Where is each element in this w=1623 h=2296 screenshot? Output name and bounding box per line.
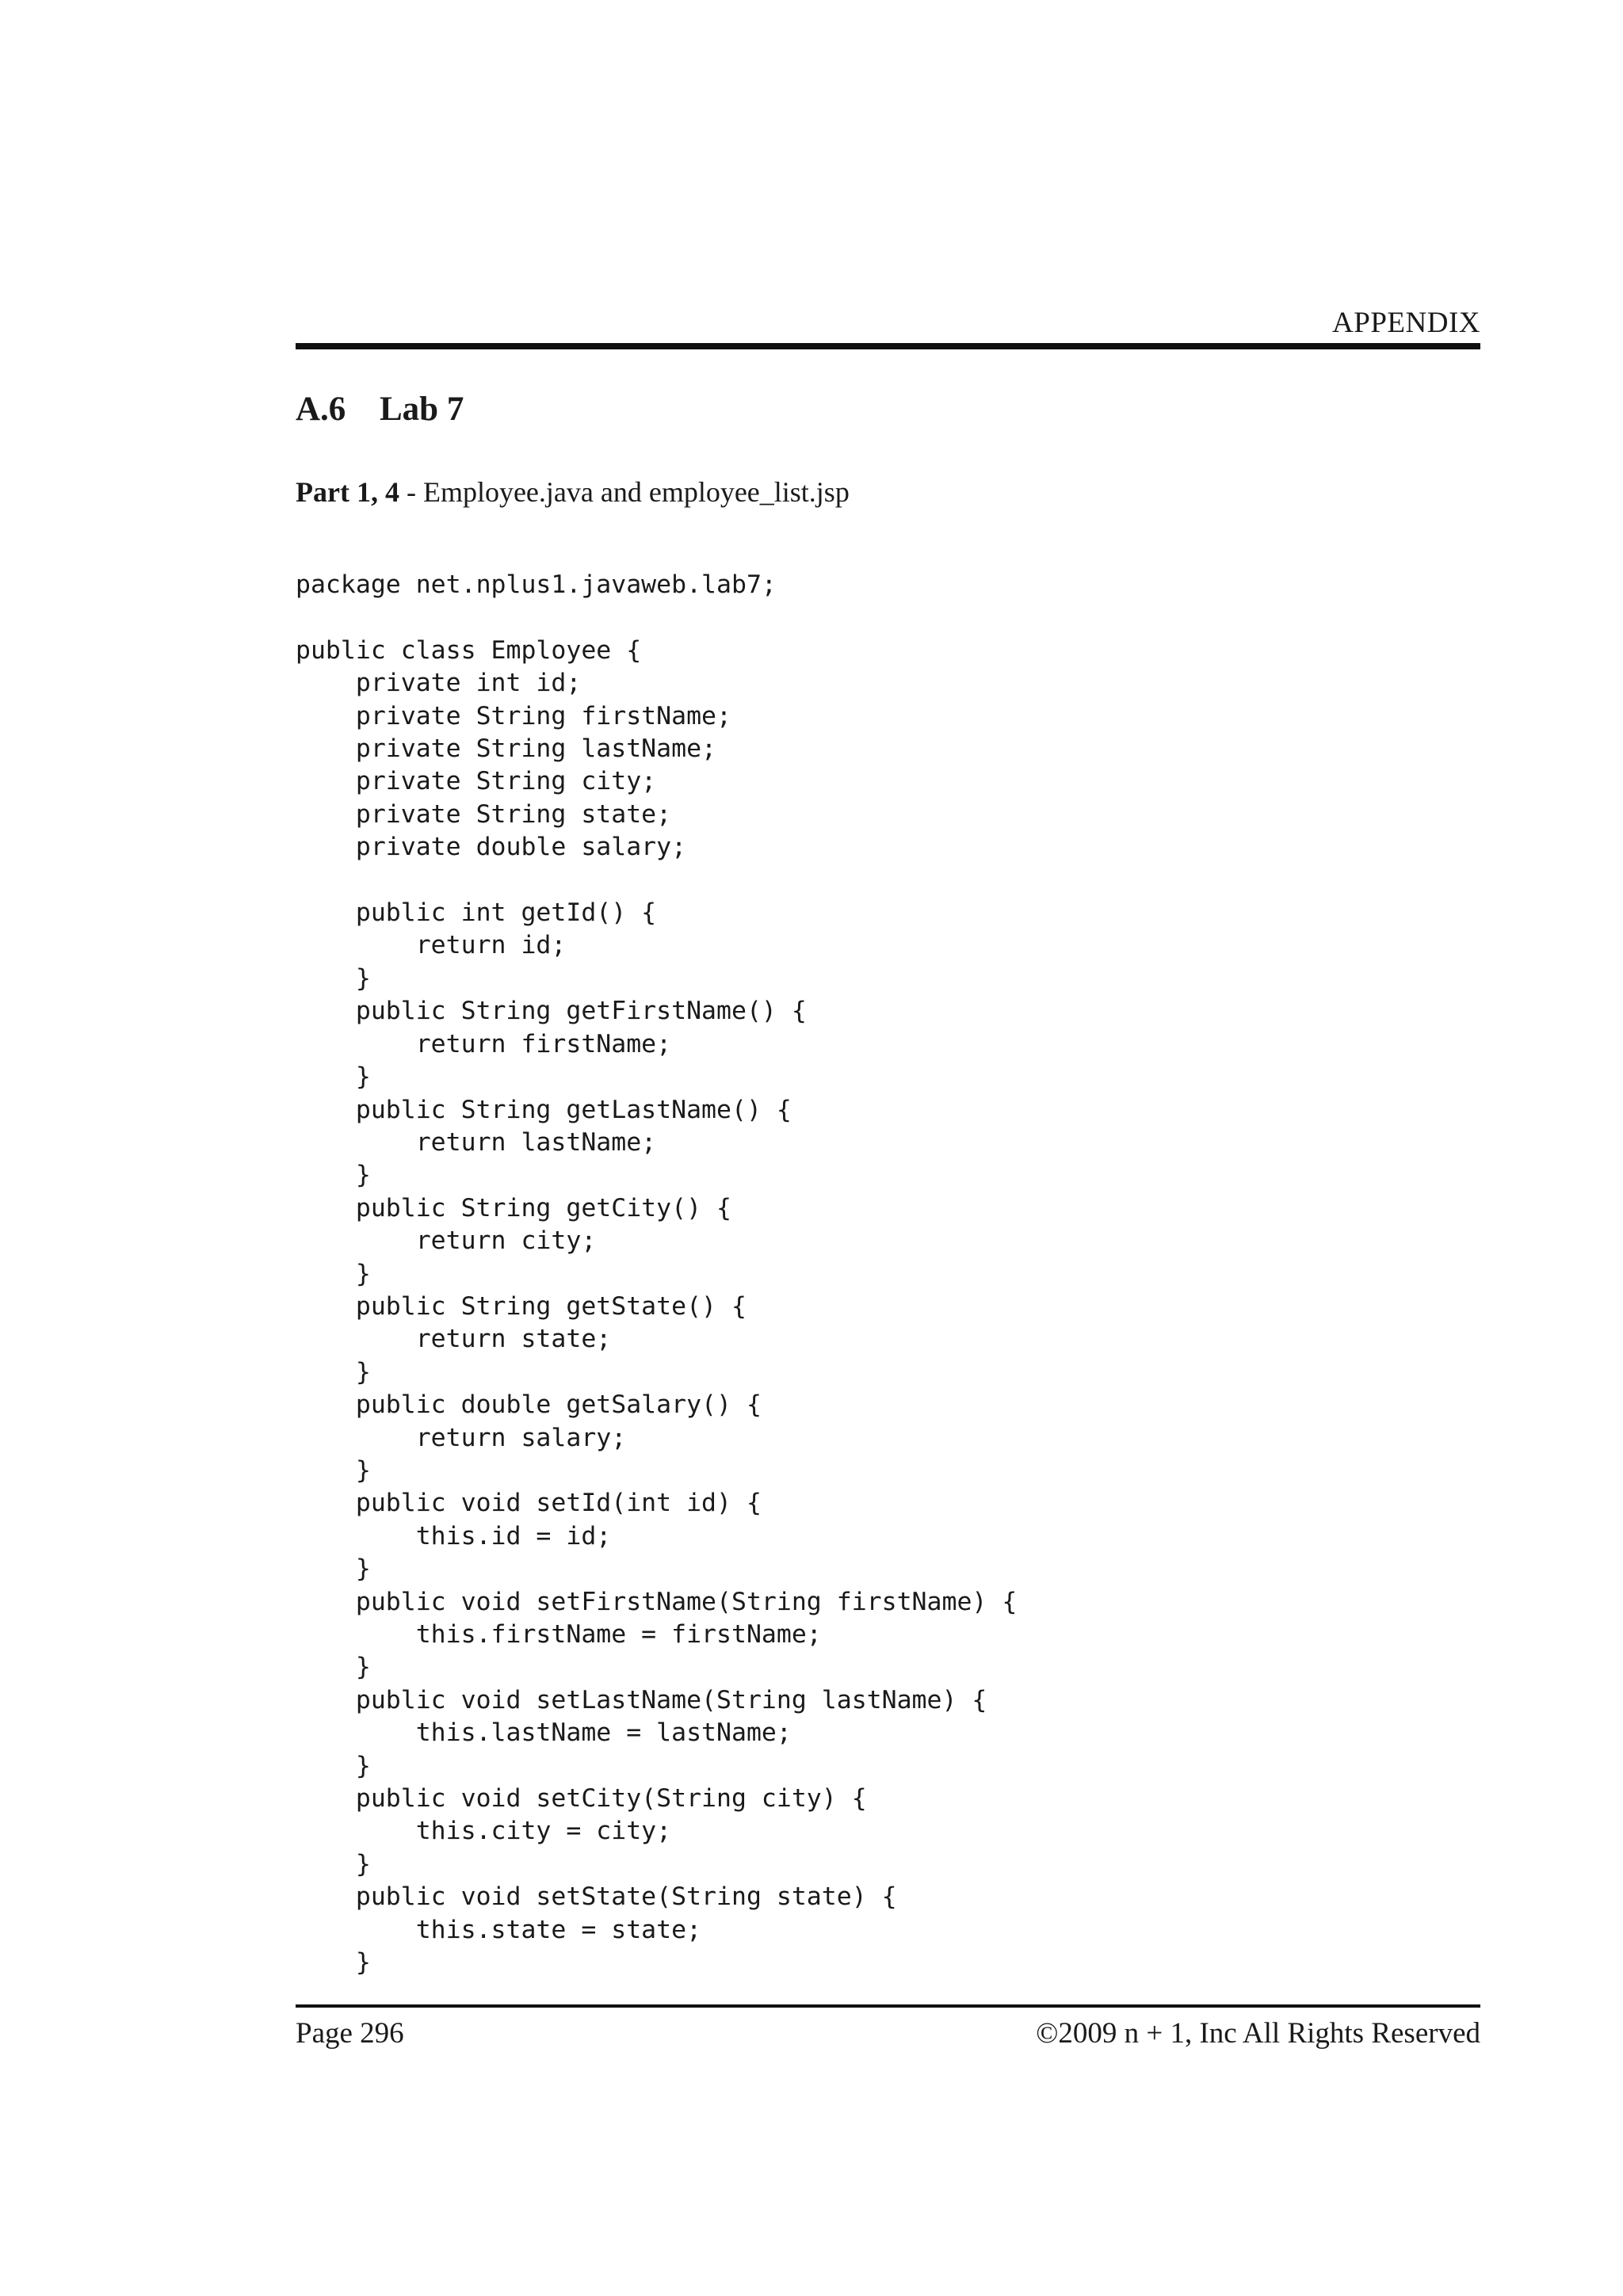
part-description: - Employee.java and employee_list.jsp <box>399 476 850 508</box>
code-listing: package net.nplus1.javaweb.lab7; public class Employee { private int id; private String firstName; private String lastName; private String city; private String state; private double salary; public int getId() { return id; } public String getFirstName() { return firstName; } public String getLastName() { return lastName; } public String getCity() { return city; } public String getState() { return state; } public double getSalary() { return salary; } public void setId(int id) { this.id = id; } public void setFirstName(String firstName) { this.firstName = firstName; } public void setLastName(String lastName) { this.lastName = lastName; } public void setCity(String city) { this.city = city; } public void setState(String state) { this.state = state; } <box>296 570 1018 1978</box>
running-head: APPENDIX <box>1332 307 1480 339</box>
page-number: Page 296 <box>296 2017 404 2050</box>
header-rule <box>296 343 1480 349</box>
copyright-notice: ©2009 n + 1, Inc All Rights Reserved <box>1036 2017 1480 2050</box>
footer-rule <box>296 2004 1480 2008</box>
part-caption <box>296 475 850 509</box>
section-number: A.6 <box>296 391 346 428</box>
section-title: Lab 7 <box>380 391 464 428</box>
section-heading <box>296 390 464 429</box>
part-label: Part 1, 4 <box>296 476 399 508</box>
